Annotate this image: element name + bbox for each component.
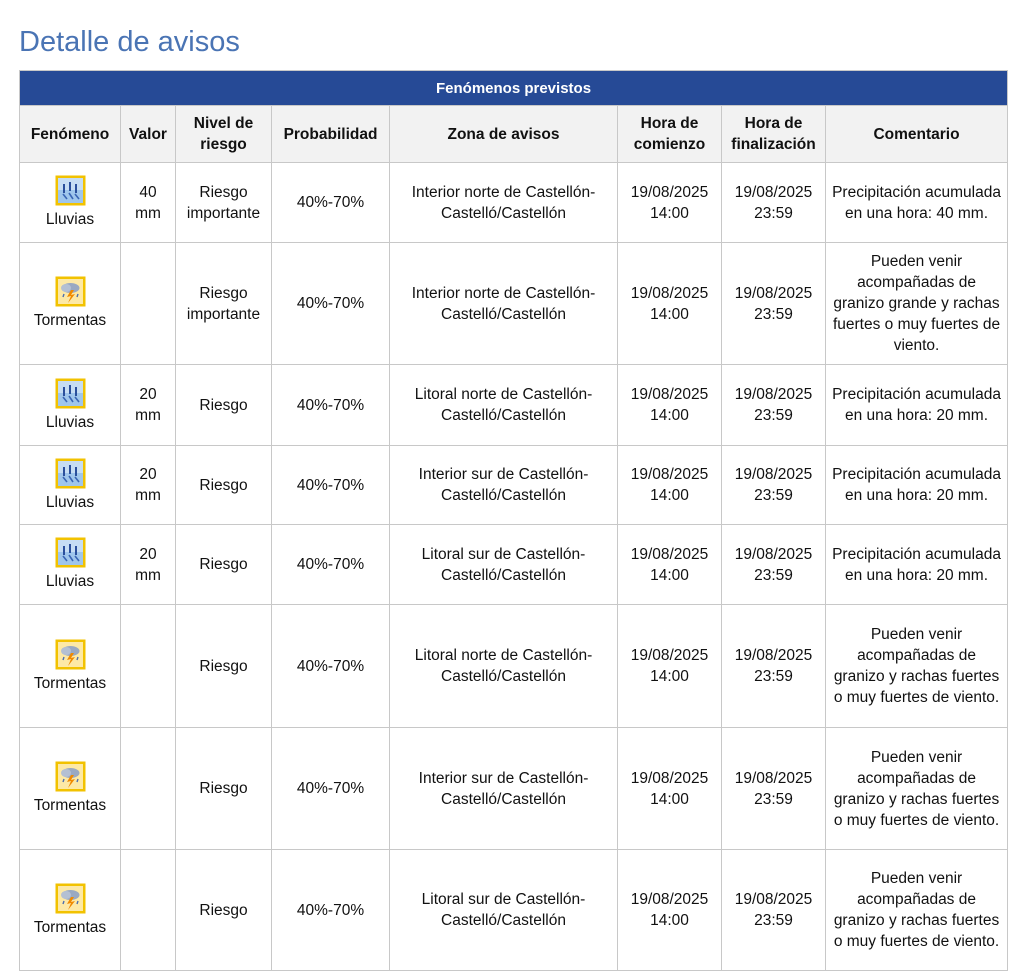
cell-fenomeno [20, 605, 121, 728]
cell-nivel: Riesgo importante [176, 163, 272, 243]
fenomeno-label: Tormentas [33, 797, 107, 814]
fenomeno-wrap [24, 761, 116, 816]
storm-icon [55, 639, 86, 670]
cell-comienzo: 19/08/2025 14:00 [618, 163, 722, 243]
table-row [20, 163, 1008, 243]
cell-comienzo: 19/08/2025 14:00 [618, 850, 722, 971]
table-caption: Fenómenos previstos [20, 71, 1008, 106]
cell-fin: 19/08/2025 23:59 [722, 850, 826, 971]
table-body [20, 163, 1008, 971]
cell-fenomeno [20, 446, 121, 525]
table-caption-row [20, 71, 1008, 106]
cell-nivel: Riesgo [176, 365, 272, 446]
fenomeno-wrap [24, 883, 116, 938]
storm-icon [55, 883, 86, 914]
fenomeno-wrap [24, 458, 116, 513]
header-fin: Hora de finalización [722, 106, 826, 163]
table-row [20, 605, 1008, 728]
cell-comienzo: 19/08/2025 14:00 [618, 605, 722, 728]
fenomeno-wrap [24, 175, 116, 230]
header-nivel: Nivel de riesgo [176, 106, 272, 163]
cell-comienzo: 19/08/2025 14:00 [618, 728, 722, 850]
storm-icon [55, 761, 86, 792]
cell-fin: 19/08/2025 23:59 [722, 243, 826, 365]
cell-comentario: Pueden venir acompañadas de granizo grande y rachas fuertes o muy fuertes de viento. [826, 243, 1008, 365]
cell-comentario: Precipitación acumulada en una hora: 40 mm. [826, 163, 1008, 243]
table-row [20, 525, 1008, 605]
cell-comienzo: 19/08/2025 14:00 [618, 365, 722, 446]
cell-comentario: Precipitación acumulada en una hora: 20 mm. [826, 446, 1008, 525]
cell-valor: 20 mm [121, 365, 176, 446]
cell-fenomeno [20, 365, 121, 446]
storm-icon [55, 276, 86, 307]
cell-comentario: Pueden venir acompañadas de granizo y rachas fuertes o muy fuertes de viento. [826, 728, 1008, 850]
warnings-table [19, 70, 1008, 971]
fenomeno-label: Tormentas [33, 918, 107, 936]
cell-comienzo: 19/08/2025 14:00 [618, 446, 722, 525]
cell-zona: Litoral norte de Castellón-Castelló/Castellón [390, 605, 618, 728]
cell-comentario: Precipitación acumulada en una hora: 20 mm. [826, 365, 1008, 446]
cell-probabilidad: 40%-70% [272, 850, 390, 971]
cell-fin: 19/08/2025 23:59 [722, 365, 826, 446]
cell-probabilidad: 40%-70% [272, 243, 390, 365]
page-title: Detalle de avisos [19, 26, 240, 58]
cell-fenomeno [20, 850, 121, 971]
fenomeno-label: Lluvias [45, 413, 95, 431]
rain-icon [55, 537, 86, 568]
table-row [20, 728, 1008, 850]
cell-fin: 19/08/2025 23:59 [722, 728, 826, 850]
header-comienzo: Hora de comienzo [618, 106, 722, 163]
cell-nivel: Riesgo [176, 728, 272, 850]
cell-valor [121, 728, 176, 850]
cell-valor: 20 mm [121, 446, 176, 525]
cell-fin: 19/08/2025 23:59 [722, 446, 826, 525]
table-row [20, 850, 1008, 971]
cell-probabilidad: 40%-70% [272, 163, 390, 243]
cell-fenomeno [20, 525, 121, 605]
cell-comentario: Pueden venir acompañadas de granizo y rachas fuertes o muy fuertes de viento. [826, 605, 1008, 728]
cell-zona: Interior sur de Castellón-Castelló/Castellón [390, 446, 618, 525]
cell-nivel: Riesgo [176, 446, 272, 525]
rain-icon [55, 458, 86, 489]
cell-zona: Litoral norte de Castellón-Castelló/Castellón [390, 365, 618, 446]
fenomeno-label: Lluvias [45, 211, 95, 228]
cell-fenomeno [20, 728, 121, 850]
fenomeno-wrap [24, 537, 116, 592]
table-row [20, 365, 1008, 446]
cell-zona: Interior norte de Castellón-Castelló/Castellón [390, 243, 618, 365]
cell-fenomeno [20, 243, 121, 365]
rain-icon [55, 175, 86, 206]
cell-comienzo: 19/08/2025 14:00 [618, 243, 722, 365]
header-zona: Zona de avisos [390, 106, 618, 163]
cell-nivel: Riesgo [176, 850, 272, 971]
cell-probabilidad: 40%-70% [272, 365, 390, 446]
header-fenomeno: Fenómeno [20, 106, 121, 163]
cell-probabilidad: 40%-70% [272, 728, 390, 850]
fenomeno-label: Lluvias [45, 573, 95, 590]
fenomeno-label: Tormentas [33, 312, 107, 329]
cell-nivel: Riesgo [176, 525, 272, 605]
fenomeno-label: Tormentas [33, 674, 107, 692]
cell-fin: 19/08/2025 23:59 [722, 163, 826, 243]
cell-nivel: Riesgo importante [176, 243, 272, 365]
cell-nivel: Riesgo [176, 605, 272, 728]
cell-fenomeno [20, 163, 121, 243]
cell-zona: Litoral sur de Castellón-Castelló/Castellón [390, 525, 618, 605]
cell-valor [121, 605, 176, 728]
cell-probabilidad: 40%-70% [272, 525, 390, 605]
table-row [20, 446, 1008, 525]
cell-zona: Litoral sur de Castellón-Castelló/Castellón [390, 850, 618, 971]
header-valor: Valor [121, 106, 176, 163]
cell-valor [121, 850, 176, 971]
rain-icon [55, 378, 86, 409]
cell-zona: Interior norte de Castellón-Castelló/Castellón [390, 163, 618, 243]
fenomeno-wrap [24, 276, 116, 331]
cell-probabilidad: 40%-70% [272, 446, 390, 525]
header-probabilidad: Probabilidad [272, 106, 390, 163]
column-header-row [20, 106, 1008, 163]
table-row [20, 243, 1008, 365]
cell-comienzo: 19/08/2025 14:00 [618, 525, 722, 605]
fenomeno-label: Lluvias [45, 493, 95, 511]
cell-fin: 19/08/2025 23:59 [722, 525, 826, 605]
cell-probabilidad: 40%-70% [272, 605, 390, 728]
cell-valor [121, 243, 176, 365]
fenomeno-wrap [24, 378, 116, 433]
cell-valor: 20 mm [121, 525, 176, 605]
fenomeno-wrap [24, 639, 116, 694]
header-comentario: Comentario [826, 106, 1008, 163]
cell-comentario: Precipitación acumulada en una hora: 20 mm. [826, 525, 1008, 605]
cell-comentario: Pueden venir acompañadas de granizo y rachas fuertes o muy fuertes de viento. [826, 850, 1008, 971]
cell-fin: 19/08/2025 23:59 [722, 605, 826, 728]
cell-zona: Interior sur de Castellón-Castelló/Castellón [390, 728, 618, 850]
cell-valor: 40 mm [121, 163, 176, 243]
